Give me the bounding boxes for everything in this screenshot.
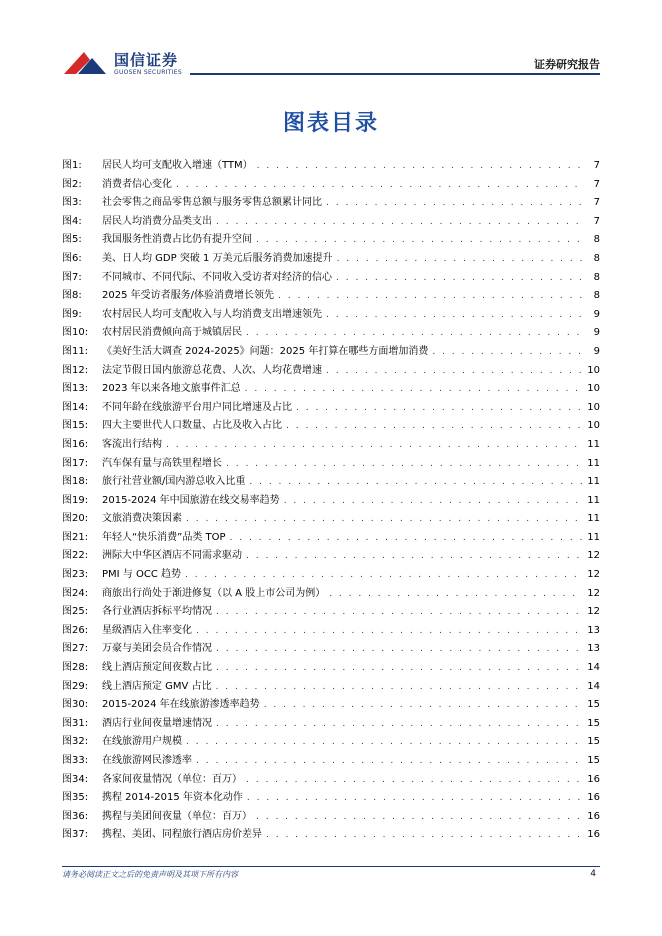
logo-mark-icon bbox=[62, 48, 108, 78]
page-reference: 12 bbox=[587, 569, 600, 581]
dot-leader bbox=[264, 696, 584, 715]
page-reference: 9 bbox=[593, 327, 600, 339]
dot-leader bbox=[256, 808, 583, 827]
toc-entry[interactable] bbox=[62, 157, 600, 176]
toc-entry[interactable] bbox=[62, 362, 600, 381]
dot-leader bbox=[196, 752, 583, 771]
toc-entry[interactable] bbox=[62, 715, 600, 734]
toc-entry[interactable] bbox=[62, 436, 600, 455]
dot-leader bbox=[246, 771, 583, 790]
figure-title: 2015-2024 年在线旅游渗透率趋势 bbox=[102, 699, 260, 711]
figure-title: 美、日人均 GDP 突破 1 万美元后服务消费加速提升 bbox=[102, 252, 333, 264]
figure-number: 图6: bbox=[62, 252, 82, 264]
logo-text: 国信证券 bbox=[114, 51, 179, 69]
figure-number: 图29: bbox=[62, 680, 89, 692]
figure-number: 图9: bbox=[62, 308, 82, 320]
figure-number: 图12: bbox=[62, 364, 89, 376]
figure-number: 图36: bbox=[62, 810, 89, 822]
dot-leader bbox=[247, 789, 583, 808]
dot-leader bbox=[336, 269, 584, 288]
page-reference: 14 bbox=[587, 680, 600, 692]
page-reference: 11 bbox=[587, 438, 600, 450]
toc-entry[interactable] bbox=[62, 399, 600, 418]
figure-title: 年轻人“快乐消费”品类 TOP bbox=[102, 531, 226, 543]
toc-entry[interactable] bbox=[62, 213, 600, 232]
figure-number: 图21: bbox=[62, 531, 89, 543]
figure-title: 四大主要世代人口数量、占比及收入占比 bbox=[102, 420, 282, 432]
page-reference: 11 bbox=[587, 513, 600, 525]
figure-title: 星级酒店入住率变化 bbox=[102, 624, 192, 636]
page-title: 图表目录 bbox=[282, 111, 379, 136]
toc-entry[interactable] bbox=[62, 529, 600, 548]
toc-entry[interactable] bbox=[62, 566, 600, 585]
dot-leader bbox=[176, 176, 584, 195]
figure-title: 酒店行业间夜量增速情况 bbox=[102, 717, 212, 729]
figure-title: 各行业酒店拆标平均情况 bbox=[102, 606, 212, 618]
figure-title: 2023 年以来各地文旅事件汇总 bbox=[102, 383, 241, 395]
figure-number: 图17: bbox=[62, 457, 89, 469]
dot-leader bbox=[216, 603, 583, 622]
toc-entry[interactable] bbox=[62, 640, 600, 659]
disclaimer-note: 请务必阅读正文之后的免责声明及其项下所有内容 bbox=[62, 870, 238, 879]
company-logo bbox=[62, 44, 192, 78]
page-reference: 7 bbox=[593, 215, 600, 227]
toc-entry[interactable] bbox=[62, 417, 600, 436]
dot-leader bbox=[226, 455, 583, 474]
toc-entry[interactable] bbox=[62, 231, 600, 250]
page-reference: 11 bbox=[587, 476, 600, 488]
figure-title: 旅行社营业额/国内游总收入比重 bbox=[102, 476, 246, 488]
figure-title: 各家间夜量情况（单位：百万） bbox=[102, 773, 242, 785]
figure-title: 不同年龄在线旅游平台用户同比增速及占比 bbox=[102, 401, 292, 413]
page-reference: 8 bbox=[593, 290, 600, 302]
page-reference: 15 bbox=[587, 699, 600, 711]
page-reference: 16 bbox=[587, 773, 600, 785]
figure-title: 携程、美团、同程旅行酒店房价差异 bbox=[102, 829, 262, 841]
figure-title: 在线旅游用户规模 bbox=[102, 736, 182, 748]
figure-number: 图25: bbox=[62, 606, 89, 618]
toc-entry[interactable] bbox=[62, 826, 600, 845]
figure-number: 图7: bbox=[62, 271, 82, 283]
figure-title: 消费者信心变化 bbox=[102, 178, 172, 190]
figure-title: 汽车保有量与高铁里程增长 bbox=[102, 457, 222, 469]
toc-entry[interactable] bbox=[62, 492, 600, 511]
figure-title: 法定节假日国内旅游总花费、人次、人均花费增速 bbox=[102, 364, 322, 376]
report-type-label: 证券研究报告 bbox=[534, 58, 600, 71]
figure-title: 我国服务性消费占比仍有提升空间 bbox=[102, 234, 252, 246]
page-reference: 9 bbox=[593, 308, 600, 320]
page-reference: 11 bbox=[587, 494, 600, 506]
figure-title: 洲际大中华区酒店不同需求驱动 bbox=[102, 550, 242, 562]
figure-number: 图32: bbox=[62, 736, 89, 748]
figure-number: 图16: bbox=[62, 438, 89, 450]
dot-leader bbox=[186, 510, 583, 529]
figure-number: 图5: bbox=[62, 234, 82, 246]
figure-number: 图22: bbox=[62, 550, 89, 562]
dot-leader bbox=[249, 473, 583, 492]
dot-leader bbox=[246, 324, 584, 343]
toc-entry[interactable] bbox=[62, 194, 600, 213]
figure-title: 文旅消费决策因素 bbox=[102, 513, 182, 525]
figure-title: 农村居民人均可支配收入与人均消费支出增速领先 bbox=[102, 308, 322, 320]
figure-number: 图4: bbox=[62, 215, 82, 227]
dot-leader bbox=[296, 399, 583, 418]
figure-number: 图15: bbox=[62, 420, 89, 432]
figure-title: 居民人均可支配收入增速（TTM） bbox=[102, 160, 253, 171]
toc-entry[interactable] bbox=[62, 789, 600, 808]
toc-entry[interactable] bbox=[62, 455, 600, 474]
figure-number: 图35: bbox=[62, 792, 89, 804]
figure-number: 图34: bbox=[62, 773, 89, 785]
dot-leader bbox=[246, 547, 583, 566]
dot-leader bbox=[216, 640, 583, 659]
figure-title: 2015-2024 年中国旅游在线交易率趋势 bbox=[102, 494, 280, 506]
dot-leader bbox=[266, 826, 583, 845]
page-reference: 12 bbox=[587, 587, 600, 599]
page-reference: 7 bbox=[593, 160, 600, 171]
dot-leader bbox=[185, 566, 583, 585]
dot-leader bbox=[326, 306, 584, 325]
footer-divider bbox=[62, 866, 600, 867]
figure-number: 图14: bbox=[62, 401, 89, 413]
dot-leader bbox=[286, 417, 583, 436]
page-reference: 12 bbox=[587, 606, 600, 618]
figure-number: 图10: bbox=[62, 327, 89, 339]
figure-number: 图13: bbox=[62, 383, 89, 395]
figure-number: 图30: bbox=[62, 699, 89, 711]
figure-number: 图3: bbox=[62, 197, 82, 209]
dot-leader bbox=[186, 733, 583, 752]
figure-title: 农村居民消费倾向高于城镇居民 bbox=[102, 327, 242, 339]
toc-entry[interactable] bbox=[62, 733, 600, 752]
figure-title: 线上酒店预定间夜数占比 bbox=[102, 662, 212, 674]
logo-subtext: GUOSEN SECURITIES bbox=[114, 69, 183, 76]
toc-entry[interactable] bbox=[62, 324, 600, 343]
figure-title: 万豪与美团会员合作情况 bbox=[102, 643, 212, 655]
dot-leader bbox=[329, 585, 583, 604]
page-reference: 13 bbox=[587, 643, 600, 655]
dot-leader bbox=[196, 622, 583, 641]
dot-leader bbox=[256, 231, 584, 250]
page-reference: 11 bbox=[587, 457, 600, 469]
toc-entry[interactable] bbox=[62, 380, 600, 399]
page-reference: 16 bbox=[587, 792, 600, 804]
figure-title: 线上酒店预定 GMV 占比 bbox=[102, 680, 212, 692]
figure-number: 图8: bbox=[62, 290, 82, 302]
page-reference: 8 bbox=[593, 252, 600, 264]
toc-entry[interactable] bbox=[62, 678, 600, 697]
figure-title: 《美好生活大调查 2024-2025》问题：2025 年打算在哪些方面增加消费 bbox=[102, 345, 429, 357]
page-reference: 7 bbox=[593, 197, 600, 209]
figure-number: 图31: bbox=[62, 717, 89, 729]
dot-leader bbox=[337, 250, 584, 269]
dot-leader bbox=[284, 492, 584, 511]
figure-number: 图33: bbox=[62, 755, 89, 766]
page-reference: 16 bbox=[587, 810, 600, 822]
figure-number: 图11: bbox=[62, 345, 89, 357]
table-of-figures bbox=[62, 157, 600, 845]
toc-entry[interactable] bbox=[62, 771, 600, 790]
toc-entry[interactable] bbox=[62, 622, 600, 641]
dot-leader bbox=[245, 380, 584, 399]
toc-entry[interactable] bbox=[62, 603, 600, 622]
dot-leader bbox=[326, 194, 584, 213]
dot-leader bbox=[166, 436, 583, 455]
page-reference: 13 bbox=[587, 624, 600, 636]
toc-entry[interactable] bbox=[62, 808, 600, 827]
figure-number: 图19: bbox=[62, 494, 89, 506]
page-reference: 16 bbox=[587, 829, 600, 841]
page-reference: 15 bbox=[587, 717, 600, 729]
page-reference: 10 bbox=[587, 383, 600, 395]
dot-leader bbox=[278, 287, 584, 306]
page-reference: 14 bbox=[587, 662, 600, 674]
page-reference: 11 bbox=[587, 531, 600, 543]
page-number: 4 bbox=[590, 869, 596, 879]
figure-title: 携程与美团间夜量（单位：百万） bbox=[102, 810, 252, 822]
page-reference: 12 bbox=[587, 550, 600, 562]
toc-entry[interactable] bbox=[62, 306, 600, 325]
figure-number: 图18: bbox=[62, 476, 89, 488]
page-reference: 7 bbox=[593, 178, 600, 190]
figure-number: 图2: bbox=[62, 178, 82, 190]
dot-leader bbox=[257, 157, 584, 176]
figure-title: PMI 与 OCC 趋势 bbox=[102, 569, 181, 581]
toc-entry[interactable] bbox=[62, 547, 600, 566]
figure-title: 2025 年受访者服务/体验消费增长领先 bbox=[102, 290, 274, 302]
figure-title: 客流出行结构 bbox=[102, 438, 162, 450]
page-reference: 15 bbox=[587, 755, 600, 766]
figure-number: 图27: bbox=[62, 643, 89, 655]
figure-title: 不同城市、不同代际、不同收入受访者对经济的信心 bbox=[102, 271, 332, 283]
toc-entry[interactable] bbox=[62, 473, 600, 492]
figure-number: 图26: bbox=[62, 624, 89, 636]
header-divider bbox=[190, 73, 600, 75]
dot-leader bbox=[326, 362, 583, 381]
toc-entry[interactable] bbox=[62, 696, 600, 715]
figure-title: 在线旅游网民渗透率 bbox=[102, 755, 192, 766]
page-reference: 8 bbox=[593, 271, 600, 283]
page-reference: 10 bbox=[587, 401, 600, 413]
figure-title: 商旅出行尚处于渐进修复（以 A 股上市公司为例） bbox=[102, 587, 326, 599]
page-reference: 9 bbox=[593, 345, 600, 357]
toc-entry[interactable] bbox=[62, 659, 600, 678]
dot-leader bbox=[216, 659, 583, 678]
page-reference: 15 bbox=[587, 736, 600, 748]
toc-entry[interactable] bbox=[62, 343, 600, 362]
figure-number: 图24: bbox=[62, 587, 89, 599]
figure-title: 社会零售之商品零售总额与服务零售总额累计同比 bbox=[102, 197, 322, 209]
page-reference: 10 bbox=[587, 420, 600, 432]
dot-leader bbox=[216, 213, 584, 232]
figure-number: 图1: bbox=[62, 160, 82, 171]
figure-number: 图37: bbox=[62, 829, 89, 841]
toc-entry[interactable] bbox=[62, 510, 600, 529]
toc-entry[interactable] bbox=[62, 176, 600, 195]
dot-leader bbox=[432, 343, 584, 362]
toc-entry[interactable] bbox=[62, 287, 600, 306]
figure-number: 图23: bbox=[62, 569, 89, 581]
toc-entry[interactable] bbox=[62, 752, 600, 771]
figure-number: 图28: bbox=[62, 662, 89, 674]
figure-title: 携程 2014-2015 年资本化动作 bbox=[102, 792, 243, 804]
toc-entry[interactable] bbox=[62, 585, 600, 604]
figure-number: 图20: bbox=[62, 513, 89, 525]
figure-title: 居民人均消费分品类支出 bbox=[102, 215, 212, 227]
toc-entry[interactable] bbox=[62, 269, 600, 288]
page-reference: 10 bbox=[587, 364, 600, 376]
dot-leader bbox=[216, 678, 584, 697]
dot-leader bbox=[230, 529, 584, 548]
toc-entry[interactable] bbox=[62, 250, 600, 269]
dot-leader bbox=[216, 715, 583, 734]
page-reference: 8 bbox=[593, 234, 600, 246]
